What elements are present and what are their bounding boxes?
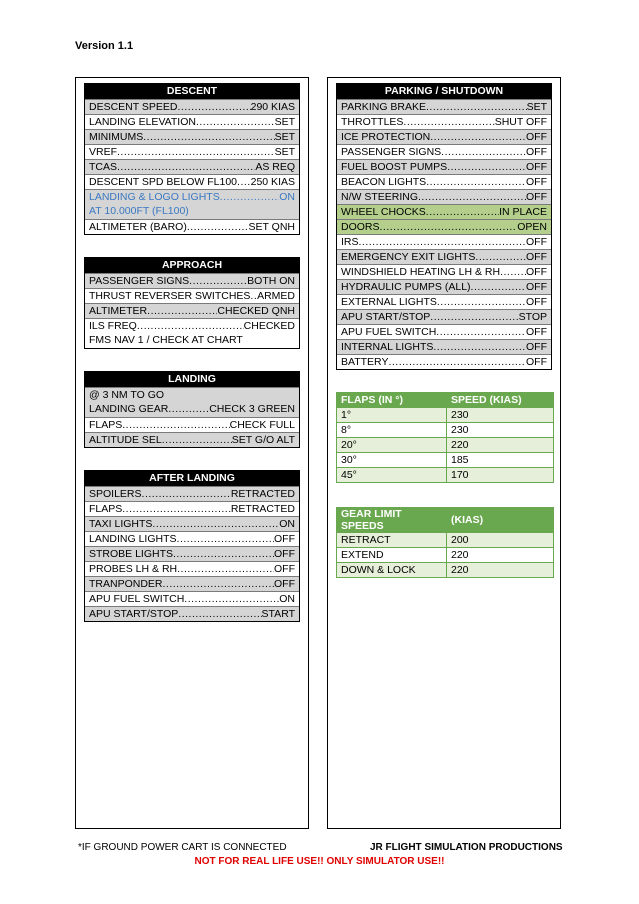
dot-leader [177, 562, 274, 576]
dot-leader [122, 418, 229, 432]
checklist-item-value: OFF [526, 296, 547, 308]
checklist-item-label: IRS [341, 236, 359, 248]
checklist-item-label: N/W STEERING [341, 191, 419, 203]
checklist-row [85, 417, 299, 432]
table-cell-key: EXTEND [337, 548, 447, 563]
table-row [337, 468, 554, 483]
table-row [337, 533, 554, 548]
dot-leader [178, 607, 261, 621]
dot-leader [220, 190, 280, 204]
checklist-item-value: 250 KIAS [250, 176, 295, 188]
checklist-row [85, 204, 299, 219]
checklist-item-label: DOORS [341, 221, 380, 233]
checklist-item-label: TAXI LIGHTS [89, 518, 153, 530]
checklist-row [85, 174, 299, 189]
dot-leader [143, 130, 274, 144]
checklist-item-label: LANDING LIGHTS [89, 533, 177, 545]
dot-leader [436, 325, 526, 339]
checklist-row [337, 144, 551, 159]
checklist-item-label: APU START/STOP [341, 311, 431, 323]
parking-rows [337, 99, 551, 369]
checklist-row [337, 294, 551, 309]
checklist-item-label: WHEEL CHOCKS [341, 206, 426, 218]
checklist-item-label: STROBE LIGHTS [89, 548, 174, 560]
checklist-item-value: OFF [526, 161, 547, 173]
checklist-item-value: CHECK 3 GREEN [209, 403, 295, 415]
checklist-row [85, 606, 299, 621]
checklist-item-label: ALTIMETER [89, 305, 148, 317]
checklist-item-label: TCAS [89, 161, 118, 173]
checklist-item-label: DESCENT SPEED [89, 101, 178, 113]
table-cell-value: 200 [447, 533, 554, 548]
table-cell-value: 185 [447, 453, 554, 468]
table-cell-key: DOWN & LOCK [337, 563, 447, 578]
checklist-row [85, 288, 299, 303]
dot-leader [426, 100, 527, 114]
checklist-item-label: ICE PROTECTION [341, 131, 431, 143]
checklist-row [85, 189, 299, 204]
checklist-item-value: RETRACTED [230, 503, 295, 515]
checklist-item-label: PROBES LH & RH [89, 563, 178, 575]
dot-leader [117, 145, 275, 159]
checklist-item-value: 290 KIAS [250, 101, 295, 113]
checklist-item-label: LANDING & LOGO LIGHTS [89, 191, 220, 203]
checklist-row [337, 264, 551, 279]
table-cell-key: RETRACT [337, 533, 447, 548]
checklist-item-label: AT 10.000FT (FL100) [89, 205, 189, 217]
checklist-item-value: CHECKED QNH [217, 305, 295, 317]
table-row [337, 548, 554, 563]
checklist-item-value: STOP [518, 311, 547, 323]
checklist-item-label: THROTTLES [341, 116, 404, 128]
checklist-item-label: FMS NAV 1 / CHECK AT CHART [89, 334, 243, 346]
kias-header: (KIAS) [447, 508, 554, 533]
descent-title: DESCENT [85, 84, 299, 99]
after-landing-rows [85, 486, 299, 621]
dot-leader [380, 220, 518, 234]
checklist-row [85, 144, 299, 159]
checklist-row [337, 174, 551, 189]
checklist-row [85, 273, 299, 288]
checklist-item-label: MINIMUMS [89, 131, 144, 143]
table-cell-key: 45° [337, 468, 447, 483]
checklist-row [85, 516, 299, 531]
checklist-row [337, 99, 551, 114]
checklist-item-value: SET [274, 131, 295, 143]
dot-leader [117, 160, 255, 174]
table-cell-value: 230 [447, 408, 554, 423]
checklist-item-value: CHECKED [243, 320, 295, 332]
checklist-item-value: OFF [526, 341, 547, 353]
landing-title: LANDING [85, 372, 299, 387]
checklist-item-label: LANDING ELEVATION [89, 116, 196, 128]
checklist-row [85, 402, 299, 417]
dot-leader [152, 517, 279, 531]
credit-label: JR FLIGHT SIMULATION PRODUCTIONS [370, 842, 563, 853]
landing-rows [85, 387, 299, 447]
checklist-row [337, 279, 551, 294]
checklist-item-label: PARKING BRAKE [341, 101, 426, 113]
dot-leader [359, 235, 526, 249]
checklist-item-value: CHECK FULL [229, 419, 295, 431]
checklist-item-label: ILS FREQ [89, 320, 137, 332]
checklist-item-label: ALTIMETER (BARO) [89, 221, 187, 233]
table-row [337, 453, 554, 468]
checklist-item-label: BEACON LIGHTS [341, 176, 427, 188]
checklist-item-value: SET [526, 101, 547, 113]
checklist-item-value: IN PLACE [499, 206, 547, 218]
checklist-item-value: OFF [526, 356, 547, 368]
dot-leader [441, 145, 526, 159]
checklist-row [85, 114, 299, 129]
table-cell-value: 230 [447, 423, 554, 438]
dot-leader [500, 265, 526, 279]
checklist-item-label: INTERNAL LIGHTS [341, 341, 434, 353]
dot-leader [403, 115, 494, 129]
checklist-item-label: ALTITUDE SEL [89, 434, 162, 446]
dot-leader [196, 115, 275, 129]
landing-section [84, 371, 300, 448]
checklist-row [85, 561, 299, 576]
dot-leader [237, 175, 251, 189]
checklist-row [85, 333, 299, 348]
checklist-row [337, 129, 551, 144]
checklist-item-value: SET G/O ALT [231, 434, 295, 446]
checklist-item-value: OFF [526, 326, 547, 338]
checklist-row [85, 591, 299, 606]
checklist-item-value: OFF [274, 578, 295, 590]
checklist-item-value: ON [279, 191, 295, 203]
checklist-item-value: ON [279, 518, 295, 530]
checklist-row [337, 339, 551, 354]
checklist-item-label: APU FUEL SWITCH [341, 326, 437, 338]
checklist-item-value: OFF [526, 191, 547, 203]
checklist-row [337, 159, 551, 174]
checklist-item-label: FUEL BOOST PUMPS [341, 161, 448, 173]
checklist-item-label: APU FUEL SWITCH [89, 593, 185, 605]
dot-leader [178, 100, 251, 114]
parking-section [336, 83, 552, 370]
table-cell-value: 170 [447, 468, 554, 483]
checklist-item-label: LANDING GEAR [89, 403, 169, 415]
checklist-row [85, 486, 299, 501]
checklist-item-value: ARMED [257, 290, 295, 302]
checklist-item-value: AS REQ [255, 161, 295, 173]
dot-leader [137, 319, 244, 333]
dot-leader [430, 130, 526, 144]
dot-leader [142, 487, 231, 501]
right-column [327, 77, 561, 829]
dot-leader [430, 310, 518, 324]
descent-rows [85, 99, 299, 234]
left-column [75, 77, 309, 829]
after-landing-section [84, 470, 300, 622]
checklist-item-label: VREF [89, 146, 118, 158]
checklist-item-label: THRUST REVERSER SWITCHES [89, 290, 251, 302]
approach-title: APPROACH [85, 258, 299, 273]
checklist-item-label: TRANPONDER [89, 578, 163, 590]
dot-leader [122, 502, 231, 516]
checklist-row [337, 219, 551, 234]
table-cell-value: 220 [447, 438, 554, 453]
dot-leader [388, 355, 526, 369]
checklist-item-value: SET [274, 116, 295, 128]
checklist-item-value: OFF [526, 176, 547, 188]
flaps-header: FLAPS (IN °) [337, 393, 447, 408]
checklist-row [85, 546, 299, 561]
dot-leader [187, 220, 249, 234]
checklist-item-value: RETRACTED [230, 488, 295, 500]
checklist-row [85, 129, 299, 144]
checklist-item-value: SET QNH [248, 221, 295, 233]
table-cell-key: 8° [337, 423, 447, 438]
checklist-row [337, 249, 551, 264]
dot-leader [433, 340, 526, 354]
checklist-row [85, 303, 299, 318]
checklist-item-value: OFF [274, 563, 295, 575]
dot-leader [418, 190, 526, 204]
dot-leader [163, 577, 274, 591]
dot-leader [173, 547, 274, 561]
checklist-row [337, 324, 551, 339]
checklist-row [85, 387, 299, 402]
checklist-item-value: OFF [526, 266, 547, 278]
checklist-item-value: OFF [274, 548, 295, 560]
ground-power-note: *IF GROUND POWER CART IS CONNECTED [78, 842, 287, 853]
checklist-item-label: FLAPS [89, 419, 123, 431]
approach-rows [85, 273, 299, 348]
checklist-item-value: OPEN [517, 221, 547, 233]
checklist-item-label: BATTERY [341, 356, 389, 368]
dot-leader [177, 532, 274, 546]
table-row [337, 408, 554, 423]
checklist-item-label: HYDRAULIC PUMPS (ALL) [341, 281, 471, 293]
checklist-item-value: START [261, 608, 295, 620]
checklist-item-label: EXTERNAL LIGHTS [341, 296, 437, 308]
table-row [337, 423, 554, 438]
gear-limit-table [336, 507, 554, 578]
approach-section [84, 257, 300, 349]
checklist-row [85, 99, 299, 114]
checklist-item-value: OFF [526, 131, 547, 143]
dot-leader [162, 433, 232, 447]
table-cell-key: 30° [337, 453, 447, 468]
checklist-row [337, 189, 551, 204]
checklist-item-label: SPOILERS [89, 488, 142, 500]
dot-leader [426, 175, 526, 189]
version-label: Version 1.1 [75, 40, 134, 52]
dot-leader [437, 295, 526, 309]
checklist-row [85, 432, 299, 447]
dot-leader [471, 280, 526, 294]
table-cell-value: 220 [447, 563, 554, 578]
table-cell-key: 20° [337, 438, 447, 453]
checklist-item-label: DESCENT SPD BELOW FL100 [89, 176, 238, 188]
checklist-row [85, 219, 299, 234]
dot-leader [250, 289, 257, 303]
speed-header: SPEED (KIAS) [447, 393, 554, 408]
checklist-row [85, 318, 299, 333]
checklist-item-value: ON [279, 593, 295, 605]
checklist-item-value: SHUT OFF [494, 116, 547, 128]
checklist-row [85, 576, 299, 591]
table-cell-key: 1° [337, 408, 447, 423]
checklist-row [337, 234, 551, 249]
checklist-item-value: OFF [526, 251, 547, 263]
flaps-speed-table [336, 392, 554, 483]
checklist-item-value: BOTH ON [247, 275, 295, 287]
dot-leader [168, 402, 209, 417]
checklist-item-value: OFF [526, 146, 547, 158]
checklist-item-label: EMERGENCY EXIT LIGHTS [341, 251, 476, 263]
dot-leader [147, 304, 217, 318]
dot-leader [189, 274, 247, 288]
checklist-row [85, 159, 299, 174]
simulator-warning: NOT FOR REAL LIFE USE!! ONLY SIMULATOR USE!! [194, 856, 445, 867]
dot-leader [426, 205, 499, 219]
checklist-item-label: PASSENGER SIGNS [89, 275, 190, 287]
checklist-row [337, 309, 551, 324]
checklist-row [337, 354, 551, 369]
dot-leader [475, 250, 526, 264]
checklist-item-value: SET [274, 146, 295, 158]
checklist-row [337, 114, 551, 129]
checklist-row [337, 204, 551, 219]
checklist-item-label: WINDSHIELD HEATING LH & RH [341, 266, 501, 278]
descent-section [84, 83, 300, 235]
table-row [337, 563, 554, 578]
dot-leader [184, 592, 279, 606]
after-landing-title: AFTER LANDING [85, 471, 299, 486]
checklist-item-value: OFF [274, 533, 295, 545]
table-row [337, 438, 554, 453]
checklist-row [85, 531, 299, 546]
checklist-item-value: OFF [526, 281, 547, 293]
gear-header: GEAR LIMIT SPEEDS [337, 508, 447, 533]
checklist-row [85, 501, 299, 516]
checklist-item-label: @ 3 NM TO GO [89, 389, 165, 401]
checklist-item-label: PASSENGER SIGNS [341, 146, 442, 158]
checklist-item-value: OFF [526, 236, 547, 248]
checklist-item-label: FLAPS [89, 503, 123, 515]
parking-title: PARKING / SHUTDOWN [337, 84, 551, 99]
dot-leader [447, 160, 526, 174]
table-cell-value: 220 [447, 548, 554, 563]
checklist-item-label: APU START/STOP [89, 608, 179, 620]
